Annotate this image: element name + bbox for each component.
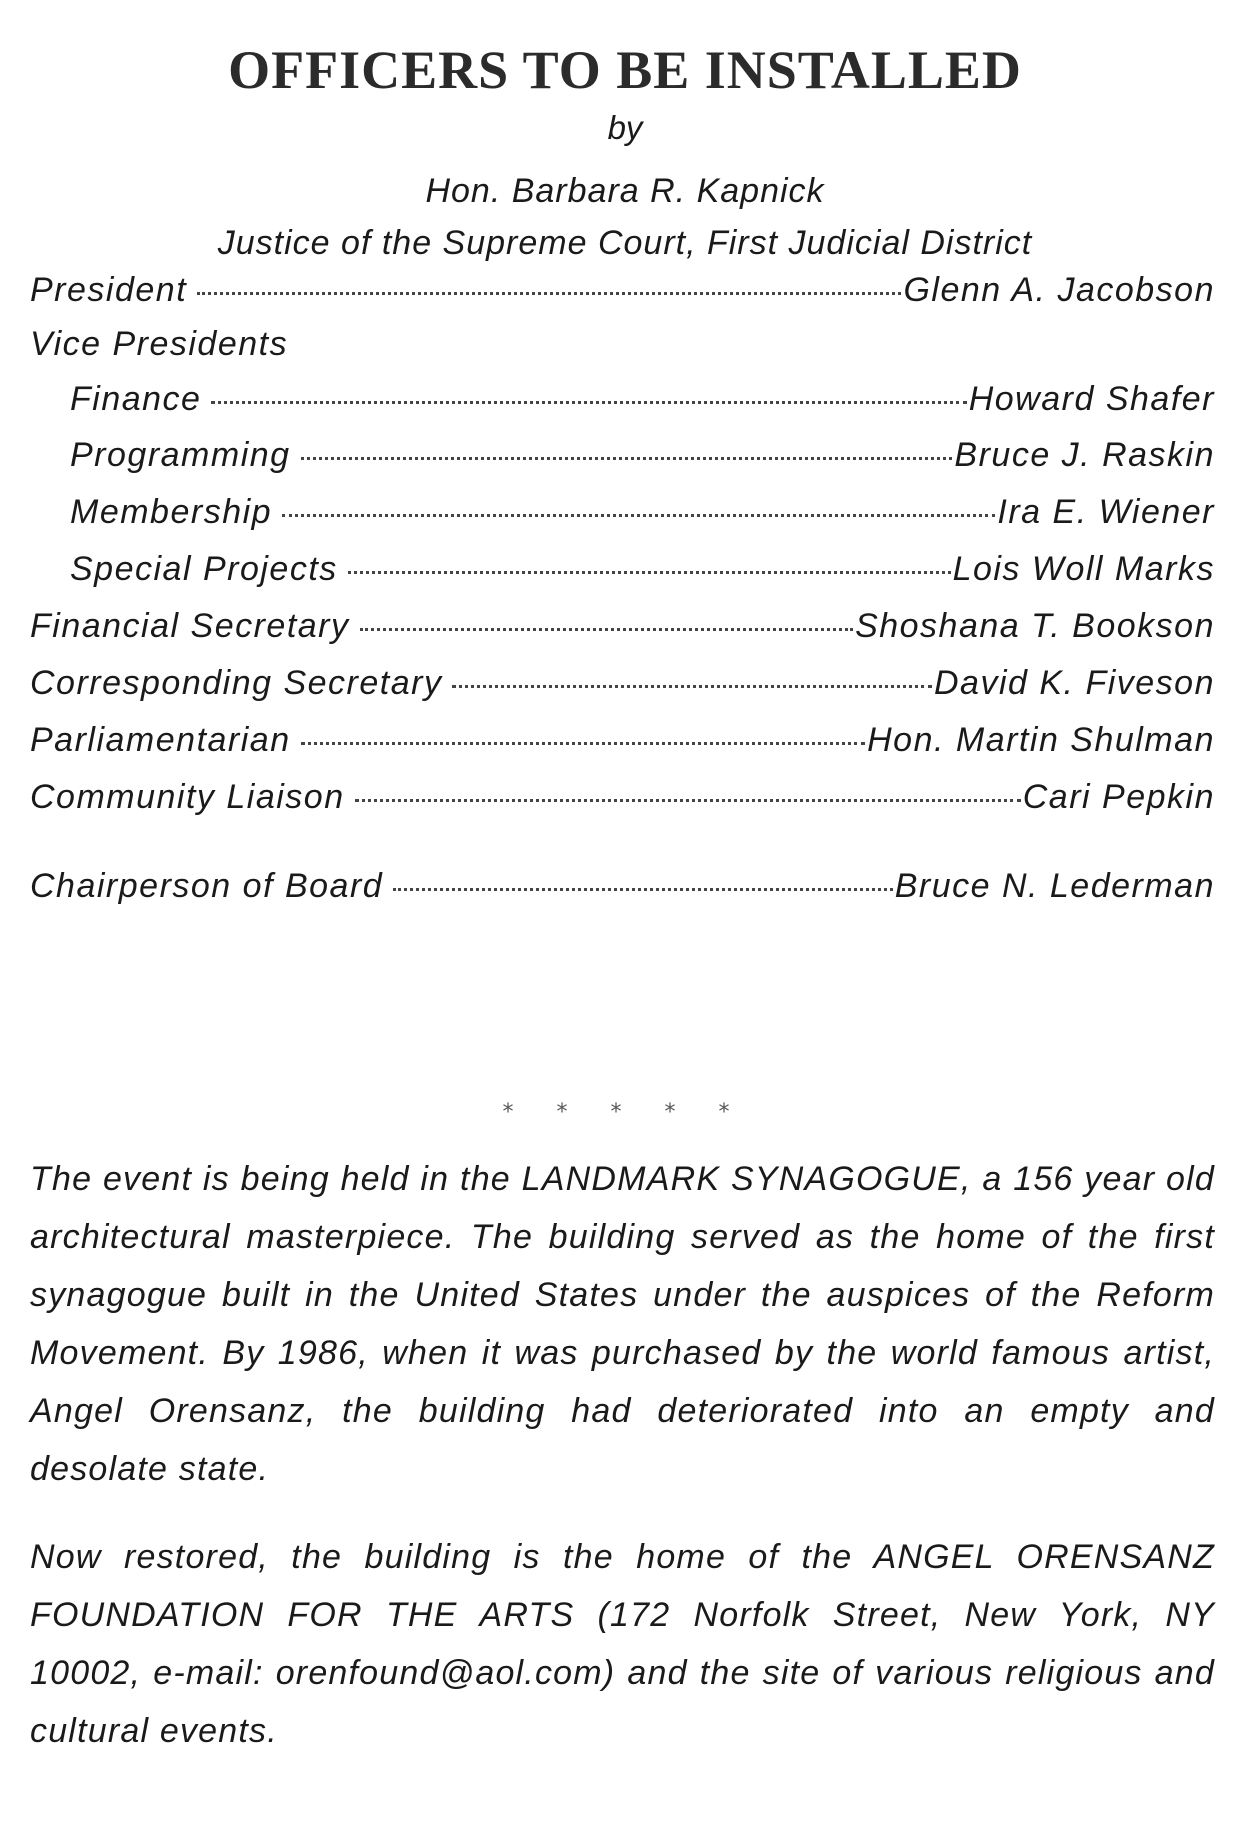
officer-row-parliamentarian <box>30 718 1215 762</box>
officer-role: Finance <box>70 380 202 418</box>
officer-name: Bruce N. Lederman <box>894 867 1215 905</box>
officer-name: Howard Shafer <box>968 380 1215 418</box>
by-line: by <box>607 109 643 146</box>
dot-leader <box>360 628 854 631</box>
officer-row-finance <box>70 377 1215 421</box>
dot-leader <box>348 571 951 574</box>
section-separator: * * * * * <box>502 1100 748 1125</box>
officer-row-vice-presidents <box>30 322 1215 366</box>
officer-name: Shoshana T. Bookson <box>855 607 1215 645</box>
page-title: OFFICERS TO BE INSTALLED <box>228 40 1022 100</box>
officer-role: Corresponding Secretary <box>30 664 443 702</box>
dot-leader <box>197 292 901 295</box>
officer-role: Financial Secretary <box>30 607 350 645</box>
officer-role: Parliamentarian <box>30 721 291 759</box>
officer-row-programming <box>70 433 1215 477</box>
officer-name: David K. Fiveson <box>934 664 1215 702</box>
officer-row-membership <box>70 490 1215 534</box>
dot-leader <box>301 742 866 745</box>
officer-row-financial-secretary <box>30 604 1215 648</box>
officer-row-corresponding-secretary <box>30 661 1215 705</box>
officer-role: Special Projects <box>70 550 338 588</box>
officer-role: President <box>30 271 188 309</box>
officer-role: Membership <box>70 493 273 531</box>
dot-leader <box>282 514 995 517</box>
officer-name: Ira E. Wiener <box>997 493 1215 531</box>
paragraph-foundation: Now restored, the building is the home of the ANGEL ORENSANZ FOUNDATION FOR THE ARTS (172 Norfolk Street, New York, NY 10002, e-mail: orenfound@aol.com) and the site of various religious and cultural events. <box>30 1538 1215 1750</box>
officer-name: Glenn A. Jacobson <box>903 271 1215 309</box>
officer-row-community-liaison <box>30 775 1215 819</box>
officer-role: Vice Presidents <box>30 325 289 363</box>
paragraph-landmark: The event is being held in the LANDMARK SYNAGOGUE, a 156 year old architectural masterpiece. The building served as the home of the first synagogue built in the United States under the auspices of the Reform Movement. By 1986, when it was purchased by the world famous artist, Angel Orensanz, the building had deteriorated into an empty and desolate state. <box>30 1160 1215 1488</box>
officer-name: Bruce J. Raskin <box>954 436 1215 474</box>
dot-leader <box>301 457 953 460</box>
officer-name: Hon. Martin Shulman <box>867 721 1215 759</box>
installer-name: Hon. Barbara R. Kapnick <box>425 172 825 210</box>
officer-row-special-projects <box>70 547 1215 591</box>
dot-leader <box>393 888 893 891</box>
officer-role: Community Liaison <box>30 778 345 816</box>
officer-role: Chairperson of Board <box>30 867 384 905</box>
officer-name: Lois Woll Marks <box>952 550 1215 588</box>
officer-row-president <box>30 268 1215 312</box>
officer-row-chairperson <box>30 864 1215 908</box>
dot-leader <box>355 799 1021 802</box>
officer-role: Programming <box>70 436 291 474</box>
installer-title: Justice of the Supreme Court, First Judicial District <box>217 224 1033 262</box>
dot-leader <box>452 685 932 688</box>
dot-leader <box>211 401 966 404</box>
officer-name: Cari Pepkin <box>1022 778 1215 816</box>
